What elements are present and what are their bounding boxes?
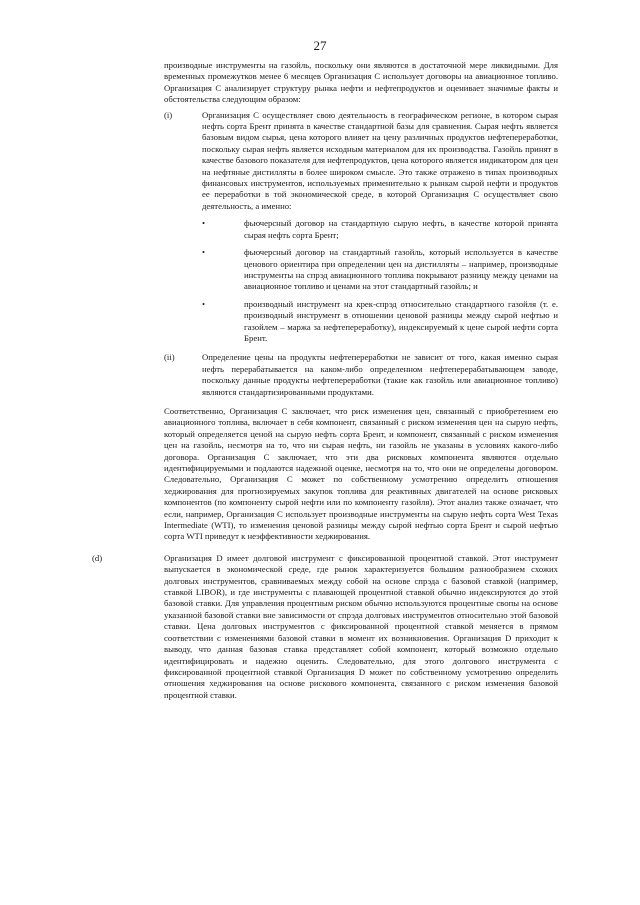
- bullet-icon: •: [202, 247, 206, 258]
- list-marker: (i): [164, 109, 173, 120]
- list-item-i: [164, 110, 558, 345]
- bullet-icon: •: [202, 298, 206, 309]
- bullet-list: [202, 218, 558, 344]
- list-item-text: Организация С осуществляет свою деятельность в географическом регионе, в котором сырая нефть сорта Брент принята в качестве стандартной базы для сравнения. Сырая нефть является базовым видом сырья, цена которого влияет на цену различных продуктов нефтепереработки, поскольку сырая нефть является исходным материалом для их производства. Газойль принят в качестве базового показателя для нефтепродуктов, цена которого является индикатором для цен на нефтяные дистилляты в более широком смысле. Это также отражено в типах производных финансовых инструментов, используемых применительно к рынкам сырой нефти и продуктов ее переработки в той экономической среде, в которой Организация С осуществляет свою деятельность, а именно:: [202, 109, 558, 211]
- section-d: [92, 553, 558, 701]
- section-d-text: Организация D имеет долговой инструмент с фиксированной процентной ставкой. Этот инструмент выпускается в экономической среде, где рынок характеризуется большим разнообразием схожих долговых инструментов, сравниваемых между собой на основе спрэда с базовой ставкой (например, ставкой LIBOR), и где инструменты с плавающей процентной ставкой обычно индексируются до этой базовой ставки. Для управления процентным риском обычно используются процентные свопы на основе указанной базовой ставки вне зависимости от спрэда долговых инструментов относительно этой базовой ставки. Цена долговых инструментов с фиксированной процентной ставкой меняется в прямом соответствии с изменениями базовой ставки в момент их возникновения. Организация D приходит к выводу, что данная базовая ставка представляет собой компонент, который возможно отдельно идентифицировать и надежно оценить. Следовательно, для этого долгового инструмента с фиксированной процентной ставкой Организация D может по собственному усмотрению определить отношения хеджирования на основе рискового компонента, связанного с риском изменения базовой процентной ставки.: [164, 552, 558, 700]
- bullet-item: [202, 218, 558, 241]
- bullet-text: фьючерсный договор на стандартный газойль, который используется в качестве ценового ориентира при определении цен на дистилляты – например, производные инструменты на спрэд авиационного топлива покрывают разницу между ценами на авиационное топливо и ценами на этот стандартный газойль; и: [244, 247, 558, 292]
- bullet-text: фьючерсный договор на стандартную сырую нефть, в качестве которой принята сырая нефть сорта Брент;: [244, 218, 558, 240]
- bullet-text: производный инструмент на крек-спрэд относительно стандартного газойля (т. е. производный инструмент в отношении ценовой разницы между сырой нефтью и газойлем – маржа за нефтепереработку), индексируемый к цене сырой нефти сорта Брент.: [244, 298, 558, 343]
- bullet-icon: •: [202, 218, 206, 229]
- intro-paragraph: производные инструменты на газойль, поскольку они являются в достаточной мере ликвидными. Для временных промежутков менее 6 месяцев Организация С использует договоры на авиационное топливо. Организация С анализирует структуру рынка нефти и нефтепродуктов и оценивает значимые факты и обстоятельства следующим образом:: [164, 60, 558, 105]
- bullet-item: [202, 299, 558, 345]
- list-item-text: Определение цены на продукты нефтепереработки не зависит от того, какая именно сырая нефть перерабатывается на каком-либо определенном нефтеперерабатывающем заводе, поскольку данные продукты нефтепереработки (такие как газойль или авиационное топливо) являются стандартизированными продуктами.: [202, 352, 558, 397]
- page-number: 27: [313, 38, 327, 53]
- section-marker: (d): [92, 552, 103, 563]
- list-marker: (ii): [164, 352, 175, 363]
- page-content: [92, 60, 558, 701]
- bullet-item: [202, 247, 558, 293]
- conclusion-paragraph: Соответственно, Организация С заключает, что риск изменения цен, связанный с приобретением ею авиационного топлива, включает в себя компонент, связанный с риском изменения цен на сырую нефть, который определяется ценой на сырую нефть сорта Брент, и компонент, связанный с риском изменения цен на газойль, несмотря на то, что ни сырая нефть, ни газойль не указаны в условиях какого-либо договора. Организация С заключает, что эти два рисковых компонента являются отдельно идентифицируемыми и подлаются надежной оценке, несмотря на то, что они не определены договором. Следовательно, Организация С может по собственному усмотрению определить отношения хеджирования для прогнозируемых закупок топлива для реактивных двигателей на основе рисковых компонентов (по компоненту сырой нефти или по компоненту газойля). Этот анализ также означает, что если, например, Организация С использует производные инструменты на сырую нефть сорта West Texas Intermediate (WTI), то изменения ценовой разницы между сырой нефтью сорта Брент и сырой нефтью сорта WTI приведут к неэффективности хеджирования.: [164, 405, 558, 542]
- list-item-ii: [164, 352, 558, 398]
